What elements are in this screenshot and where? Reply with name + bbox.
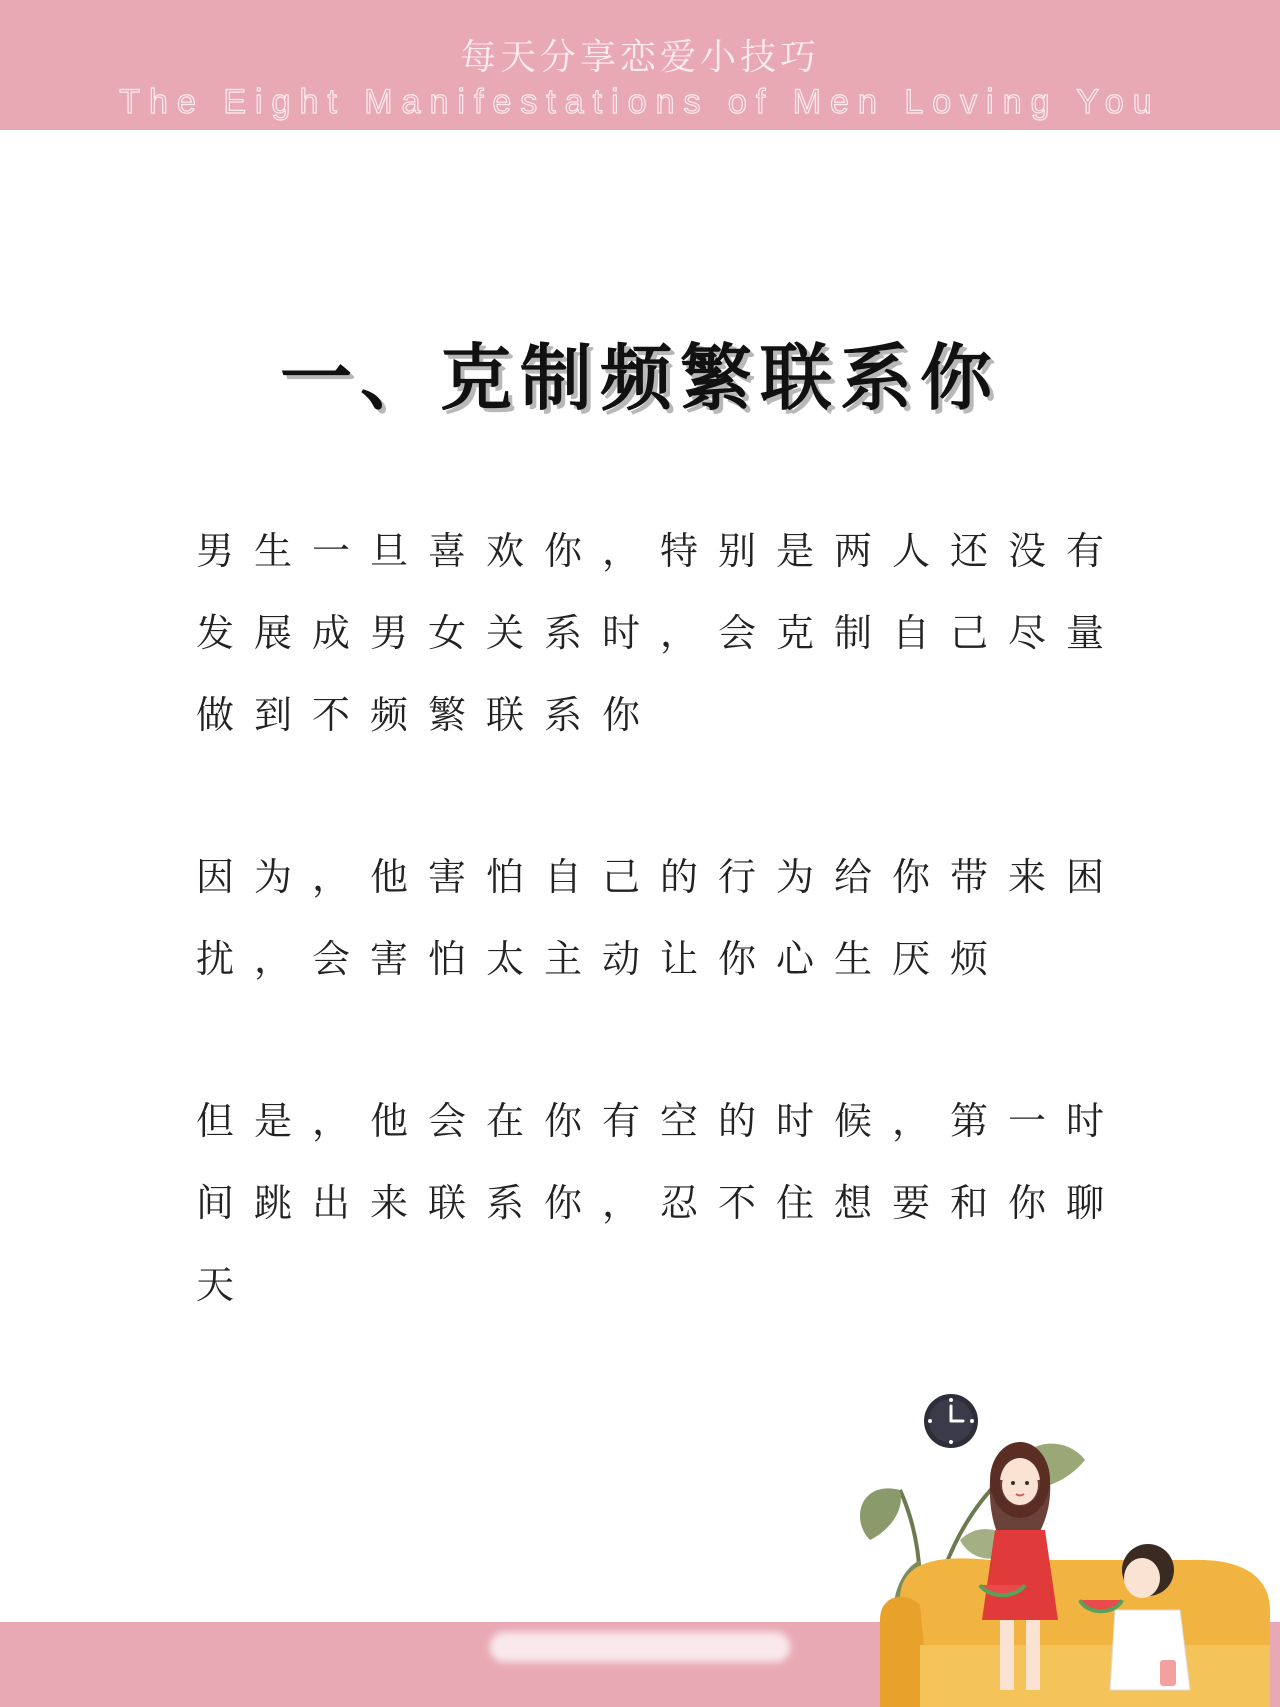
couple-illustration [860,1370,1280,1707]
paragraph-line: 扰，会害怕太主动让你心生厌烦 [196,937,1009,981]
paragraph-line: 天 [196,1263,255,1307]
paragraph-2 [196,836,1125,1000]
paragraph-line: 但是，他会在你有空的时候，第一时 [196,1099,1125,1143]
sofa-icon [880,1558,1270,1707]
watermark-blur [490,1632,790,1662]
paragraph-line: 发展成男女关系时，会克制自己尽量 [196,611,1125,655]
paragraph-line: 因为，他害怕自己的行为给你带来困 [196,855,1125,899]
paragraph-line: 男生一旦喜欢你，特别是两人还没有 [196,529,1125,573]
header-title-cn: 每天分享恋爱小技巧 [459,37,820,78]
clock-icon [924,1394,978,1448]
paragraph-3 [196,1080,1125,1326]
section-title: 一、克制频繁联系你 [279,335,1000,420]
header-banner [0,0,1280,130]
paragraph-line: 做到不频繁联系你 [196,693,661,737]
paragraph-line: 间跳出来联系你，忍不住想要和你聊 [196,1181,1125,1225]
header-title-en: The Eight Manifestations of Men Loving You [119,83,1161,121]
paragraph-1 [196,510,1125,756]
